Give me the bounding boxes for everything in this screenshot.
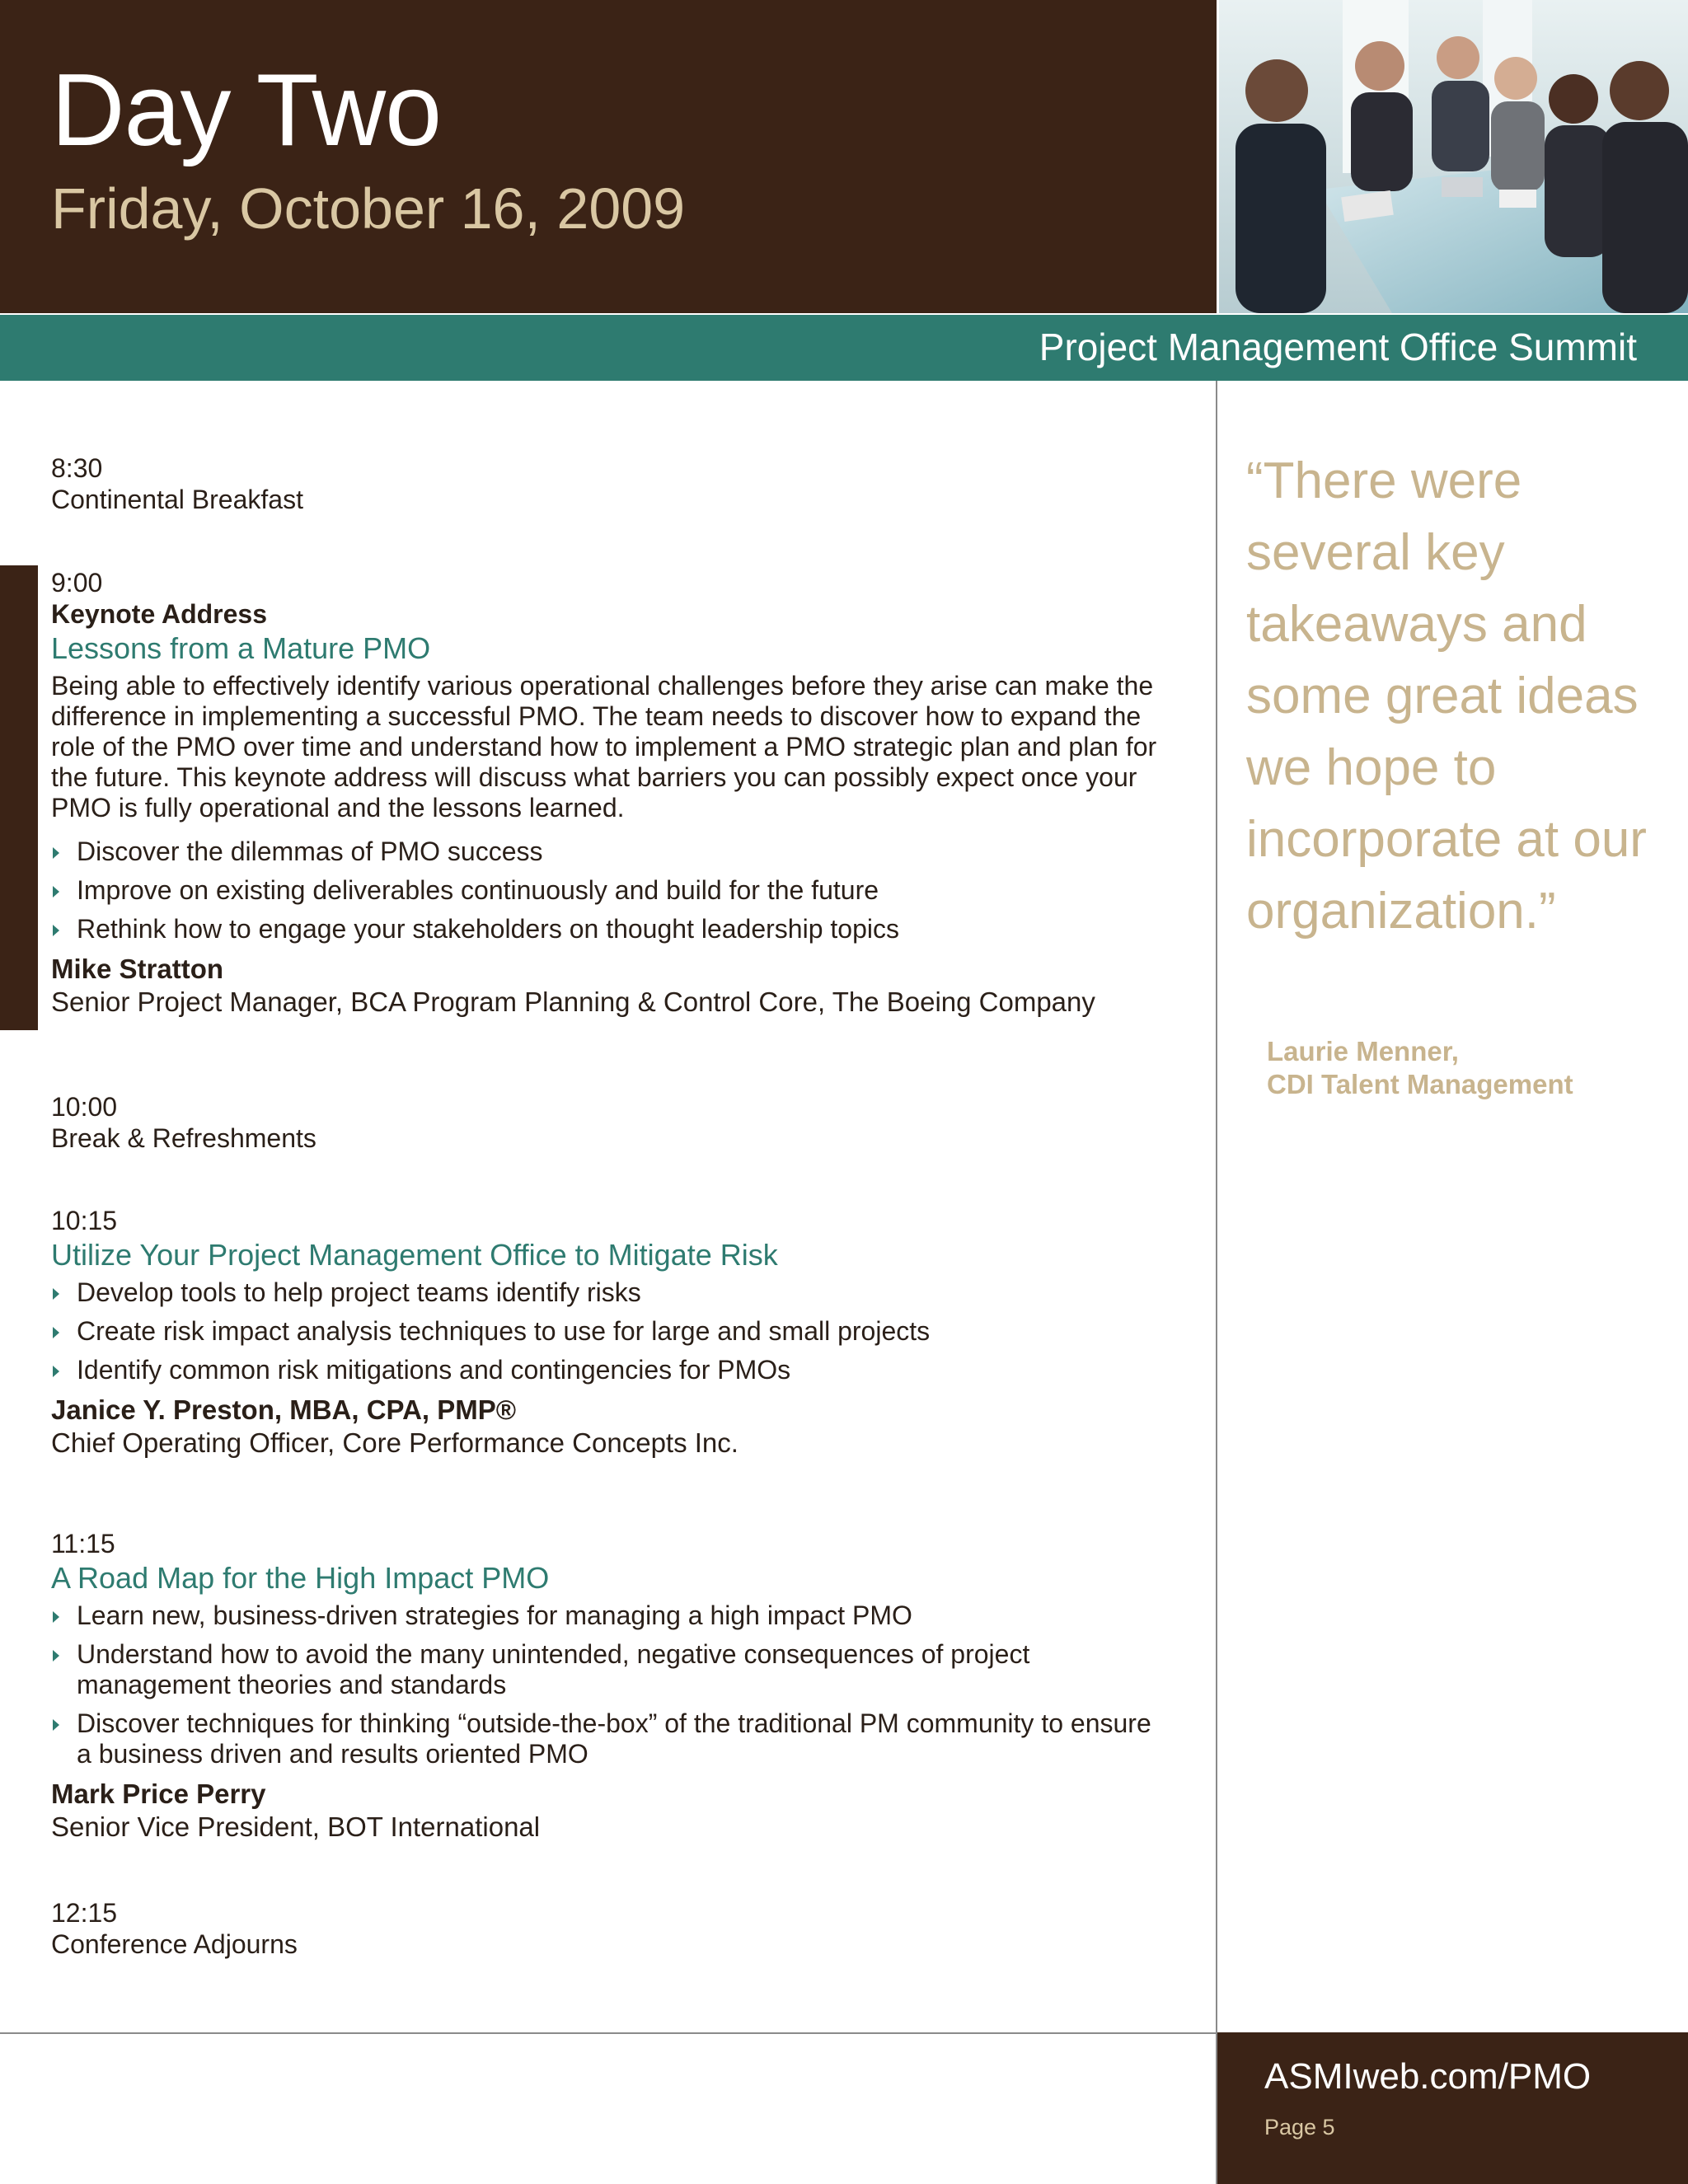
agenda-time: 10:00 — [51, 1092, 118, 1122]
page-number: Page 5 — [1264, 2115, 1335, 2139]
testimonial-author — [1267, 1035, 1573, 1101]
bullet-arrow-icon — [53, 1327, 59, 1338]
list-item: Discover the dilemmas of PMO success — [51, 837, 1172, 867]
footer-divider — [0, 2032, 1217, 2034]
testimonial-author-name: Laurie Menner, — [1267, 1036, 1459, 1066]
column-divider — [1216, 381, 1217, 2184]
bullet-arrow-icon — [53, 886, 59, 898]
agenda-title: Break & Refreshments — [51, 1123, 316, 1153]
agenda-time: 9:00 — [51, 568, 103, 598]
meeting-illustration — [1219, 0, 1688, 313]
agenda-time: 12:15 — [51, 1898, 118, 1928]
session-bullets — [51, 1601, 1172, 1769]
business-meeting-photo — [1219, 0, 1688, 313]
speaker-role: Chief Operating Officer, Core Performance Concepts Inc. — [51, 1427, 738, 1458]
list-item: Learn new, business-driven strategies for managing a high impact PMO — [51, 1601, 1172, 1631]
agenda-time: 11:15 — [51, 1529, 115, 1558]
bullet-arrow-icon — [53, 1288, 59, 1300]
agenda-item-1015 — [51, 1205, 1172, 1460]
list-item: Discover techniques for thinking “outside-the-box” of the traditional PM community to ensure a business driven and results oriented PMO — [51, 1708, 1172, 1769]
keynote-label: Keynote Address — [51, 599, 267, 629]
agenda-title: Conference Adjourns — [51, 1929, 298, 1959]
list-item: Rethink how to engage your stakeholders on thought leadership topics — [51, 914, 1172, 944]
session-bullets — [51, 1277, 1172, 1385]
list-item: Develop tools to help project teams identify risks — [51, 1277, 1172, 1308]
session-title: Lessons from a Mature PMO — [51, 631, 431, 665]
agenda-item-0900 — [51, 567, 1189, 1019]
page-date: Friday, October 16, 2009 — [51, 176, 686, 241]
keynote-accent-bar — [0, 565, 38, 1030]
bullet-arrow-icon — [53, 1366, 59, 1377]
page-title: Day Two — [51, 54, 442, 167]
agenda-item-0830 — [51, 452, 303, 515]
list-item: Create risk impact analysis techniques to use for large and small projects — [51, 1316, 1172, 1347]
bullet-arrow-icon — [53, 1611, 59, 1623]
agenda-item-1000 — [51, 1091, 316, 1154]
agenda-item-1115 — [51, 1528, 1172, 1844]
list-item: Improve on existing deliverables continuously and build for the future — [51, 875, 1172, 906]
speaker-role: Senior Project Manager, BCA Program Planning & Control Core, The Boeing Company — [51, 987, 1095, 1017]
speaker-name: Janice Y. Preston, MBA, CPA, PMP® — [51, 1394, 517, 1425]
agenda-title: Continental Breakfast — [51, 485, 303, 514]
testimonial-quote: “There were several key takeaways and some great ideas we hope to incorporate at our organization.” — [1246, 452, 1647, 940]
list-item: Understand how to avoid the many unintended, negative consequences of project management theories and standards — [51, 1639, 1172, 1700]
bullet-arrow-icon — [53, 1650, 59, 1661]
speaker-name: Mike Stratton — [51, 954, 224, 984]
bullet-arrow-icon — [53, 925, 59, 936]
bullet-arrow-icon — [53, 1719, 59, 1731]
agenda-time: 8:30 — [51, 453, 103, 483]
speaker-name: Mark Price Perry — [51, 1779, 266, 1809]
testimonial-author-org: CDI Talent Management — [1267, 1069, 1573, 1099]
summit-banner-title: Project Management Office Summit — [1039, 326, 1637, 368]
session-title: Utilize Your Project Management Office to Mitigate Risk — [51, 1238, 778, 1272]
session-title: A Road Map for the High Impact PMO — [51, 1561, 550, 1595]
session-description: Being able to effectively identify various operational challenges before they arise can make the difference in implementing a successful PMO. The team needs to discover how to expand the role of the PMO over time and understand how to implement a PMO strategic plan and plan for the future. This keynote address will discuss what barriers you can possibly expect once your PMO is fully operational and the lessons learned. — [51, 671, 1157, 823]
session-bullets — [51, 837, 1172, 944]
agenda-item-1215 — [51, 1897, 298, 1960]
bullet-arrow-icon — [53, 847, 59, 859]
footer-url-link[interactable]: ASMIweb.com/PMO — [1264, 2056, 1592, 2097]
list-item: Identify common risk mitigations and contingencies for PMOs — [51, 1355, 1172, 1385]
footer-box — [1217, 2032, 1688, 2184]
agenda-time: 10:15 — [51, 1206, 118, 1235]
speaker-role: Senior Vice President, BOT International — [51, 1811, 541, 1842]
